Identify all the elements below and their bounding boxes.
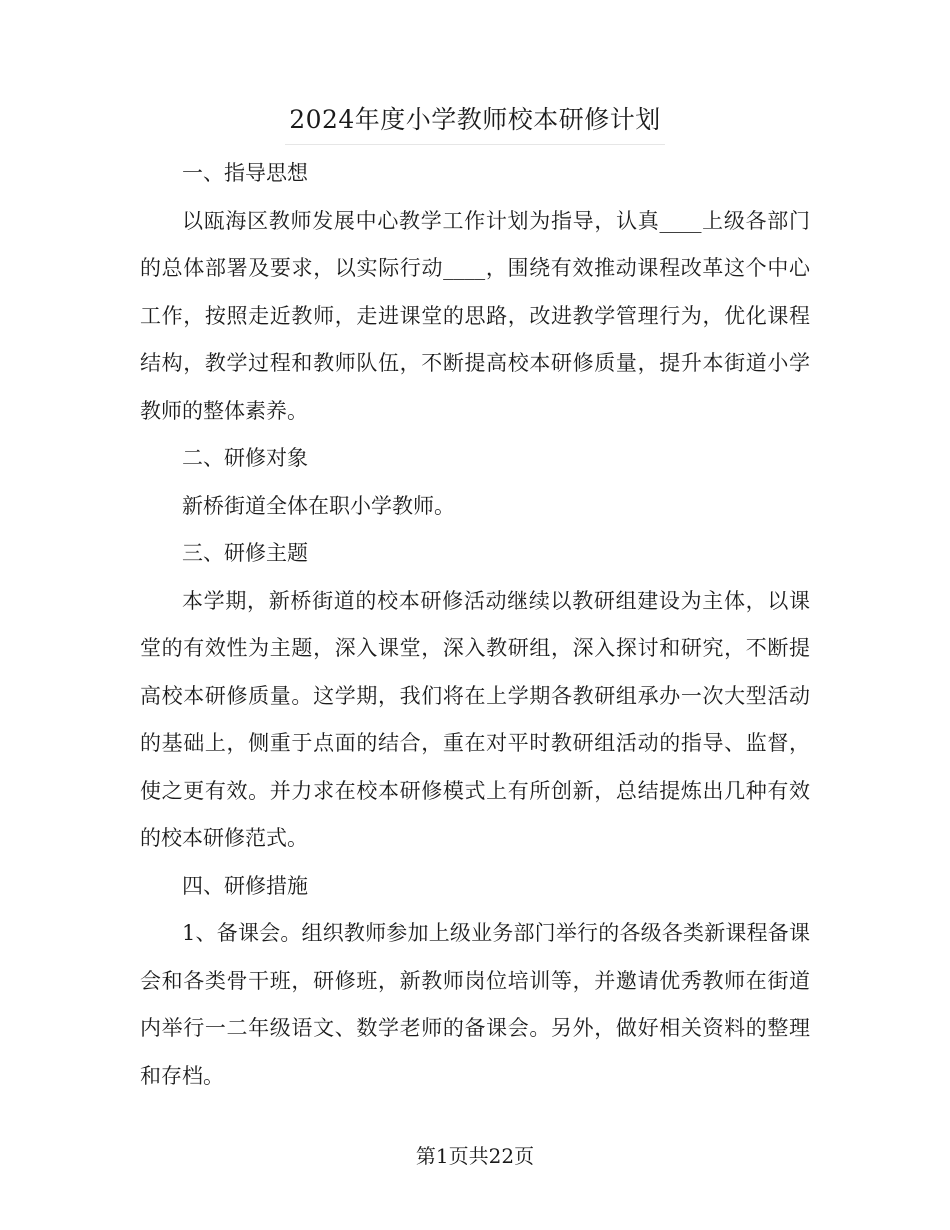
paragraph-training-target: 新桥街道全体在职小学教师。: [182, 493, 455, 518]
paragraph-training-theme: 本学期，新桥街道的校本研修活动继续以教研组建设为主体，以课堂的有效性为主题，深入课堂，深入教研组，深入探讨和研究，不断提高校本研修质量。这学期，我们将在上学期各教研组承办一次大型活动的基础上，侧重于点面的结合，重在对平时教研组活动的指导、监督，使之更有效。并力求在校本研修模式上有所创新，总结提炼出几种有效的校本研修范式。: [140, 588, 810, 850]
paragraph-guiding-ideology: 以瓯海区教师发展中心教学工作计划为指导，认真____上级各部门的总体部署及要求，以实际行动____，围绕有效推动课程改革这个中心工作，按照走近教师，走进课堂的思路，改进教学管理行为，优化课程结构，教学过程和教师队伍，不断提高校本研修质量，提升本街道小学教师的整体素养。: [140, 208, 810, 423]
section-heading-guiding-ideology: 一、指导思想: [182, 161, 308, 185]
section-heading-training-measures: 四、研修措施: [182, 873, 308, 898]
document-title: 2024年度小学教师校本研修计划: [285, 96, 665, 145]
section-heading-training-theme: 三、研修主题: [182, 541, 308, 565]
document-body: [140, 150, 810, 1100]
title-container: [0, 96, 950, 145]
paragraph-measure-1: 1、备课会。组织教师参加上级业务部门举行的各级各类新课程备课会和各类骨干班，研修班，新教师岗位培训等，并邀请优秀教师在街道内举行一二年级语文、数学老师的备课会。另外，做好相关资料的整理和存档。: [140, 921, 810, 1088]
section-heading-training-target: 二、研修对象: [182, 446, 308, 470]
page-number-footer: 第1页共22页: [415, 1144, 535, 1168]
